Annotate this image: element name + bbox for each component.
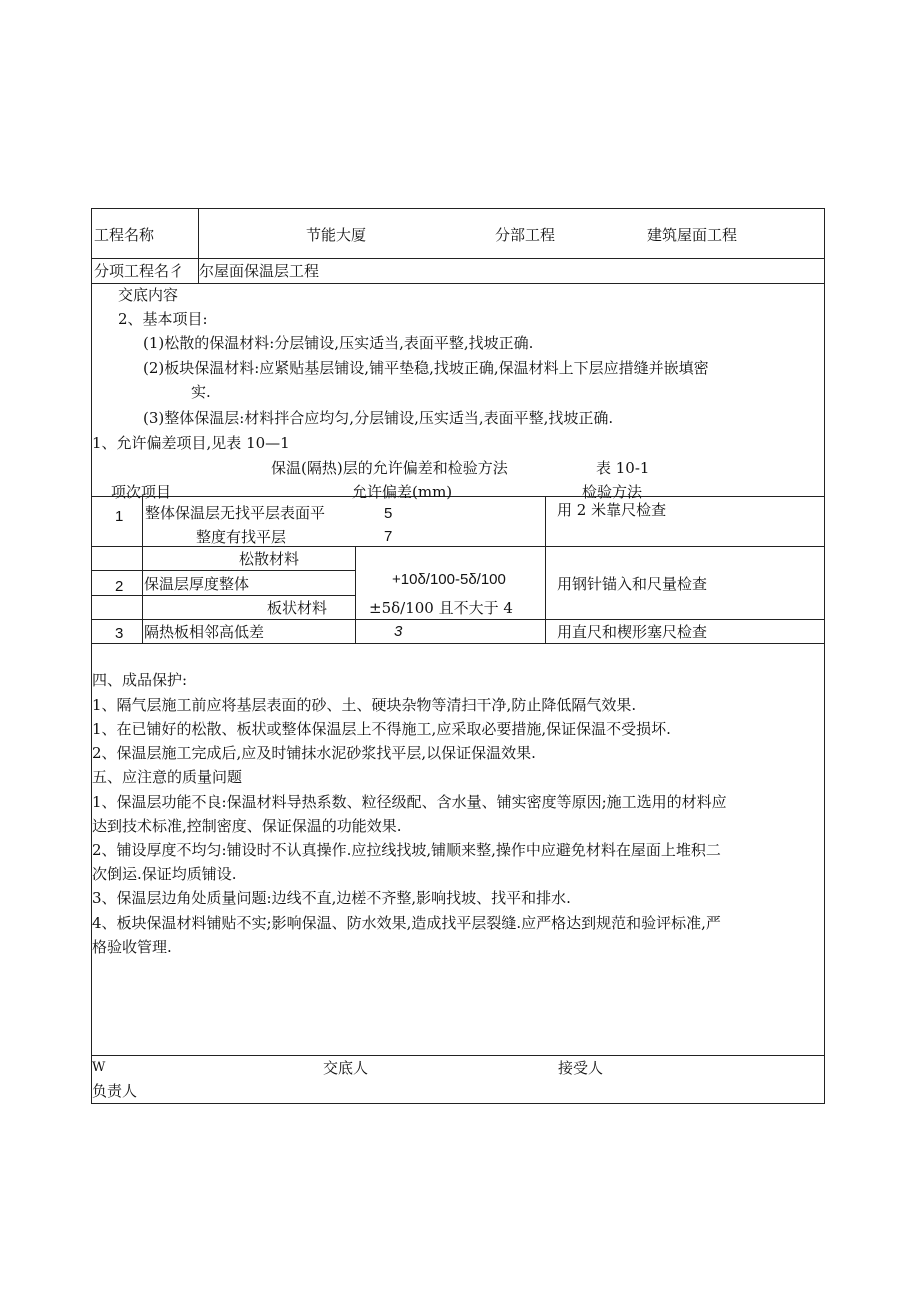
row2-sub-loose: 松散材料: [239, 550, 300, 568]
basic-item-1: (1)松散的保温材料:分层铺设,压实适当,表面平整,找坡正确.: [143, 334, 534, 352]
table-line-row3-bottom: [91, 643, 825, 644]
handover-person-label: 交底人: [323, 1059, 369, 1077]
table-caption: 保温(隔热)层的允许偏差和检验方法: [271, 459, 508, 477]
basic-items-title: 2、基本项目:: [118, 310, 208, 328]
frame-left-border: [91, 208, 92, 1104]
protection-item-1: 1、隔气层施工前应将基层表面的砂、土、硬块杂物等清扫干净,防止降低隔气效果.: [92, 696, 637, 714]
quality-item-1-cont: 达到技术标准,控制密度、保证保温的功能效果.: [92, 817, 402, 835]
protection-title: 四、成品保护:: [92, 671, 188, 689]
table-number: 表 10-1: [596, 459, 650, 477]
footer-w-mark: W: [92, 1060, 106, 1075]
row1-number: 1: [115, 508, 124, 525]
protection-item-3: 2、保温层施工完成后,应及时铺抹水泥砂浆找平层,以保证保温效果.: [92, 744, 536, 762]
subitem-label: 分项工程名彳: [94, 262, 185, 280]
basic-item-2-cont: 实.: [191, 383, 211, 401]
quality-item-2: 2、铺设厚度不均匀:铺设时不认真操作.应拉线找坡,铺顺来整,操作中应避免材料在屋面上堆积二: [92, 841, 721, 859]
row2-tolerance-top: +10δ/100-5δ/100: [392, 571, 506, 588]
column-header-method: 检验方法: [582, 483, 643, 501]
row1-tolerance-a: 5: [384, 505, 393, 522]
subitem-value: 尔屋面保温层工程: [199, 262, 320, 280]
row2-tolerance-bottom: ±5δ/100 且不大于 4: [369, 599, 513, 617]
quality-title: 五、应注意的质量问题: [92, 768, 243, 786]
frame-bottom-border: [91, 1103, 825, 1104]
responsible-person-label: 负责人: [92, 1082, 138, 1100]
column-header-tolerance: 允许偏差(mm): [352, 483, 453, 501]
row1-item-line2: 整度有找平层: [196, 528, 287, 546]
quality-item-3: 3、保温层边角处质量问题:边线不直,边槎不齐整,影响找坡、找平和排水.: [92, 889, 571, 907]
row2-item: 保温层厚度整体: [144, 575, 250, 593]
frame-top-border: [91, 208, 825, 209]
subitem-row-divider: [91, 283, 825, 284]
table-line-row2-bottom: [91, 619, 825, 620]
row2-sub-board: 板状材料: [267, 599, 328, 617]
table-top-line: [91, 496, 825, 497]
column-header-item: 项次项目: [111, 483, 172, 501]
row1-item-line1: 整体保温层无找平层表面平: [145, 504, 326, 522]
row3-tolerance: 3: [394, 623, 403, 640]
row3-method: 用直尺和楔形塞尺检查: [557, 623, 708, 641]
project-name-label: 工程名称: [94, 226, 155, 244]
footer-row-divider: [91, 1055, 825, 1056]
row1-method: 用 2 米靠尺检查: [557, 501, 667, 519]
frame-right-border: [824, 208, 825, 1104]
division-value: 建筑屋面工程: [647, 226, 738, 244]
protection-item-2: 1、在已铺好的松散、板状或整体保温层上不得施工,应采取必要措施,保证保温不受损坏.: [92, 720, 671, 738]
basic-item-3: (3)整体保温层:材料拌合应均匀,分层铺设,压实适当,表面平整,找坡正确.: [143, 409, 614, 427]
row3-item: 隔热板相邻高低差: [144, 623, 265, 641]
tolerance-title: 1、允许偏差项目,见表 10—1: [92, 434, 290, 452]
row2-method: 用钢针锚入和尺量检查: [557, 575, 708, 593]
table-col-item-divider: [355, 546, 356, 644]
header-row-divider: [91, 258, 825, 259]
receiver-label: 接受人: [558, 1059, 604, 1077]
division-label: 分部工程: [495, 226, 556, 244]
quality-item-4-cont: 格验收管理.: [92, 938, 172, 956]
quality-item-1: 1、保温层功能不良:保温材料导热系数、粒径级配、含水量、铺实密度等原因;施工选用的材料应: [92, 793, 727, 811]
table-line-loose-bottom: [91, 570, 355, 571]
table-col-no-divider: [142, 496, 143, 644]
basic-item-2: (2)板块保温材料:应紧贴基层铺设,铺平垫稳,找坡正确,保温材料上下层应措缝并嵌填密: [143, 359, 709, 377]
project-name-value: 节能大厦: [306, 226, 367, 244]
quality-item-4: 4、板块保温材料铺贴不实;影响保温、防水效果,造成找平层裂缝.应严格达到规范和验评标准,严: [92, 914, 721, 932]
row1-tolerance-b: 7: [384, 528, 393, 545]
row3-number: 3: [115, 625, 124, 642]
table-line-thickness-bottom: [91, 595, 355, 596]
row2-number: 2: [115, 578, 124, 595]
table-col-tolerance-divider: [545, 496, 546, 644]
quality-item-2-cont: 次倒运.保证均质铺设.: [92, 865, 237, 883]
content-heading: 交底内容: [118, 286, 179, 304]
